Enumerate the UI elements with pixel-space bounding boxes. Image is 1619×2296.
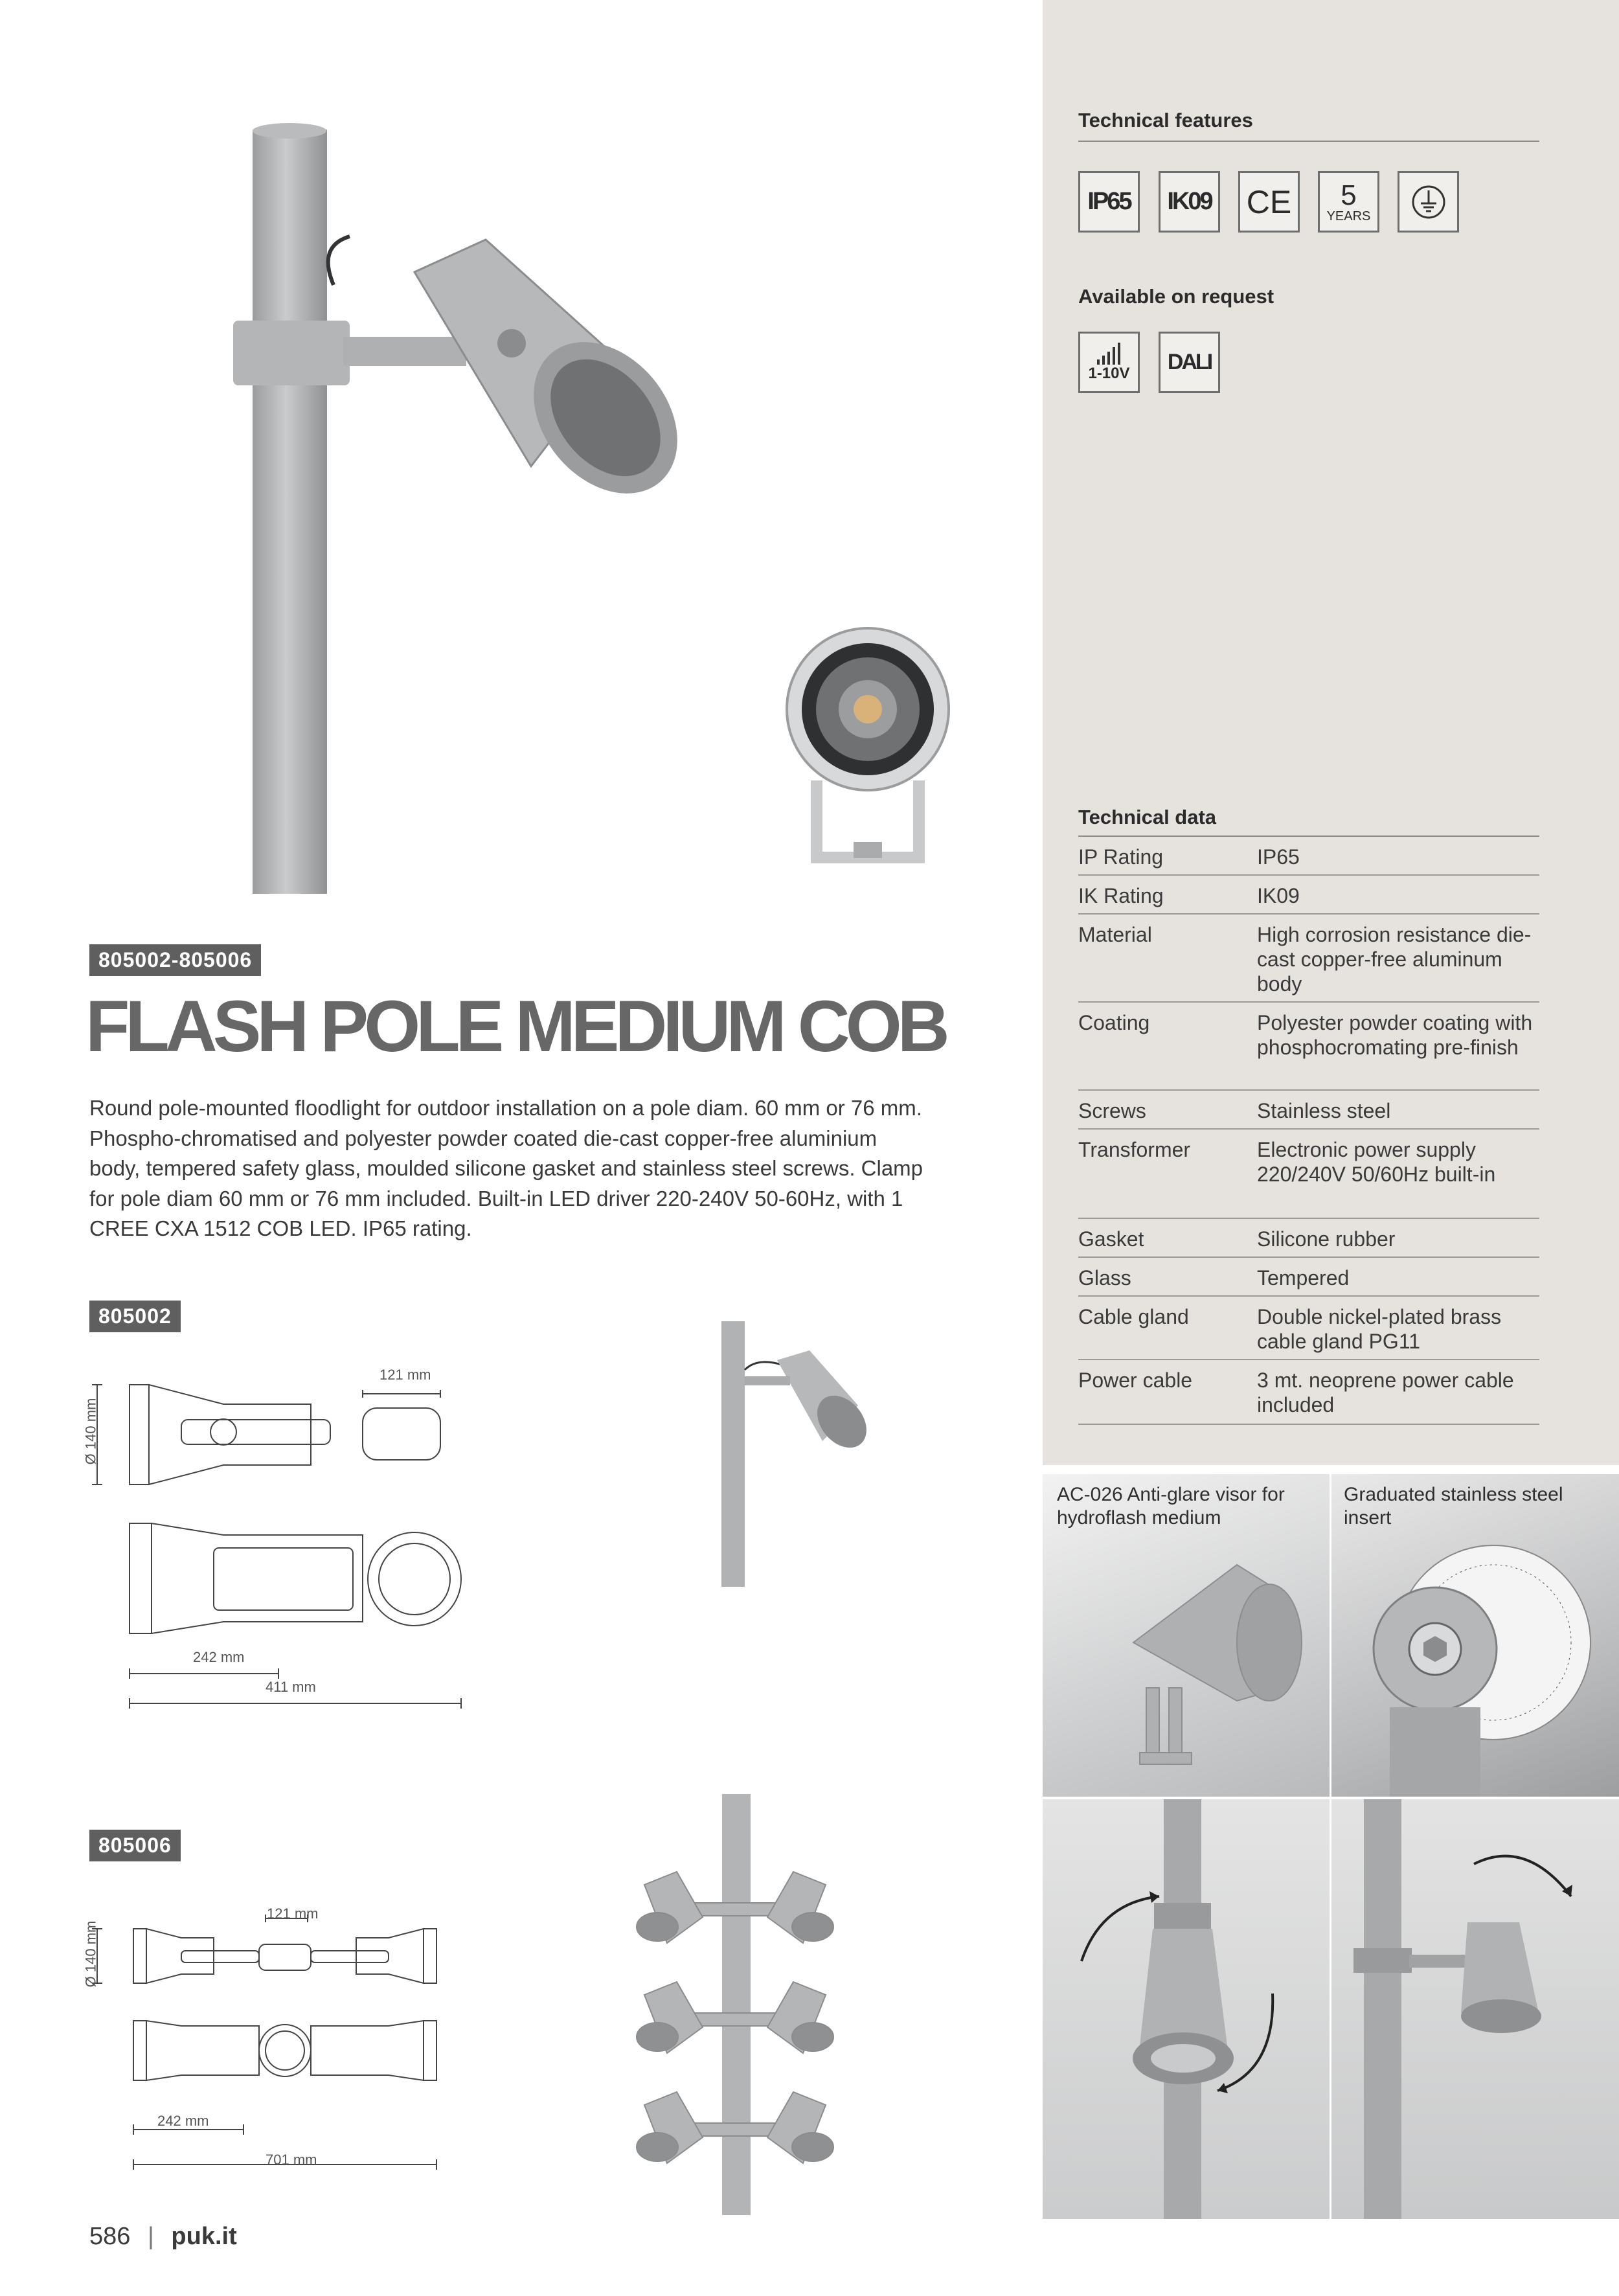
dimension-label: 411 mm: [266, 1679, 316, 1695]
dimension-label: 242 mm: [157, 2113, 209, 2129]
divider: [1078, 141, 1539, 142]
site-link[interactable]: puk.it: [171, 2223, 237, 2250]
dimension-label: 121 mm: [379, 1367, 431, 1383]
dimension-drawing-805006: [84, 1904, 486, 2176]
table-row: IP Rating IP65: [1078, 837, 1539, 876]
table-row: Coating Polyester powder coating with phosphocromating pre-finish: [1078, 1003, 1539, 1091]
floodlight-head: [389, 233, 686, 505]
ip65-badge: IP65: [1078, 171, 1140, 233]
table-row: Transformer Electronic power supply 220/240V 50/60Hz built-in: [1078, 1130, 1539, 1219]
technical-features-title: Technical features: [1078, 109, 1253, 131]
product-title: FLASH POLE MEDIUM COB: [85, 986, 945, 1067]
page-number: 586: [89, 2223, 131, 2250]
table-row: Material High corrosion resistance die-cast copper-free aluminum body: [1078, 915, 1539, 1003]
dimension-label: 121 mm: [267, 1905, 319, 1922]
table-row: IK Rating IK09: [1078, 876, 1539, 915]
page-footer: [89, 2223, 237, 2251]
table-row: Screws Stainless steel: [1078, 1091, 1539, 1130]
footer-separator: |: [147, 2223, 154, 2250]
product-description: Round pole-mounted floodlight for outdoor installation on a pole diam. 60 mm or 76 mm. Phospho-chromatised and polyester powder coated die-cast copper-free aluminium body, tempered safety glass, moulded silicone gasket and stainless steel screws. Clamp for pole diam 60 mm or 76 mm included. Built-in LED driver 220-240V 50-60Hz, with 1 CREE CXA 1512 COB LED. IP65 rating.: [89, 1096, 923, 1240]
accessory-caption: AC-026 Anti-glare visor for hydroflash medium: [1057, 1484, 1285, 1529]
warranty-badge: 5 YEARS: [1318, 171, 1379, 233]
variant-code: 805006: [89, 1830, 181, 1861]
front-view-image: [771, 619, 965, 871]
ik09-badge: IK09: [1159, 171, 1220, 233]
ce-mark-icon: CE: [1238, 171, 1300, 233]
product-code-range: 805002-805006: [89, 944, 261, 976]
dimension-label: Ø 140 mm: [82, 1398, 99, 1465]
rotation-photo-horizontal: [1331, 1799, 1619, 2219]
dali-badge: DALI: [1159, 332, 1220, 393]
variant-code: 805002: [89, 1301, 181, 1332]
earth-ground-icon: [1398, 171, 1459, 233]
technical-data-title: Technical data: [1078, 806, 1217, 828]
dimming-1-10v-icon: 1-10V: [1078, 332, 1140, 393]
dimension-label: 242 mm: [193, 1649, 245, 1665]
variant-805006-image: [606, 1794, 865, 2215]
table-row: Cable gland Double nickel-plated brass cable gland PG11: [1078, 1297, 1539, 1360]
dimension-label: 701 mm: [266, 2152, 317, 2168]
signal-bars-icon: [1094, 343, 1124, 365]
table-row: Power cable 3 mt. neoprene power cable included: [1078, 1360, 1539, 1425]
rotation-photo-vertical: [1043, 1799, 1330, 2219]
dimension-drawing-805002: [84, 1354, 473, 1716]
available-on-request-title: Available on request: [1078, 285, 1274, 308]
accessory-caption: Graduated stainless steel insert: [1344, 1484, 1563, 1529]
variant-805002-image: [712, 1321, 874, 1587]
dimension-label: Ø 140 mm: [82, 1920, 99, 1988]
table-row: Gasket Silicone rubber: [1078, 1219, 1539, 1258]
table-row: Glass Tempered: [1078, 1258, 1539, 1297]
